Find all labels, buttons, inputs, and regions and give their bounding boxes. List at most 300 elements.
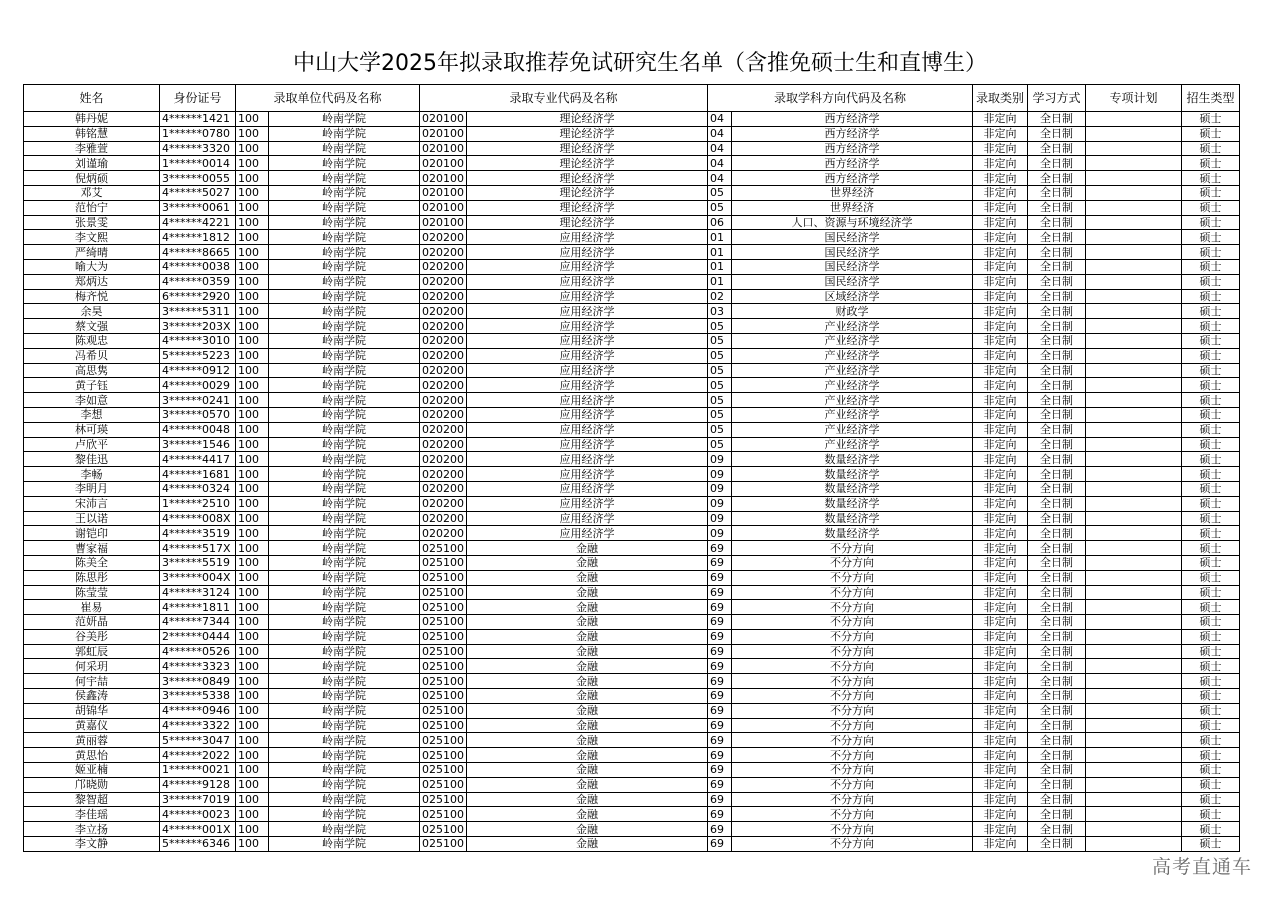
direction-name-cell: 数量经济学 (732, 496, 973, 511)
category-cell: 非定向 (973, 822, 1028, 837)
major-code-cell: 025100 (420, 674, 467, 689)
major-code-cell: 020200 (420, 274, 467, 289)
name-cell: 姬亚楠 (24, 763, 160, 778)
name-cell: 黄思怡 (24, 748, 160, 763)
unit-code-cell: 100 (236, 674, 269, 689)
table-row (24, 393, 1240, 408)
direction-code-cell: 69 (708, 555, 732, 570)
major-code-cell: 020200 (420, 304, 467, 319)
enrollment-type-cell: 硕士 (1182, 112, 1240, 127)
major-code-cell: 020200 (420, 511, 467, 526)
table-row (24, 511, 1240, 526)
id-number-cell: 1******2510 (160, 496, 236, 511)
name-cell: 陈美全 (24, 555, 160, 570)
major-code-cell: 025100 (420, 585, 467, 600)
special-plan-cell (1086, 319, 1182, 334)
direction-name-cell: 产业经济学 (732, 378, 973, 393)
direction-name-cell: 产业经济学 (732, 363, 973, 378)
study-mode-cell: 全日制 (1028, 807, 1086, 822)
unit-name-cell: 岭南学院 (269, 393, 420, 408)
direction-code-cell: 04 (708, 126, 732, 141)
study-mode-cell: 全日制 (1028, 171, 1086, 186)
major-name-cell: 应用经济学 (467, 407, 708, 422)
direction-name-cell: 数量经济学 (732, 467, 973, 482)
direction-code-cell: 05 (708, 422, 732, 437)
name-cell: 黄丽蓉 (24, 733, 160, 748)
enrollment-type-cell: 硕士 (1182, 555, 1240, 570)
major-code-cell: 020200 (420, 452, 467, 467)
direction-name-cell: 不分方向 (732, 807, 973, 822)
major-name-cell: 应用经济学 (467, 348, 708, 363)
header-study-mode: 学习方式 (1028, 85, 1086, 112)
major-name-cell: 金融 (467, 674, 708, 689)
study-mode-cell: 全日制 (1028, 304, 1086, 319)
major-code-cell: 020200 (420, 422, 467, 437)
name-cell: 谢铠印 (24, 526, 160, 541)
table-row (24, 230, 1240, 245)
table-row (24, 467, 1240, 482)
table-row (24, 422, 1240, 437)
name-cell: 侯鑫涛 (24, 689, 160, 704)
direction-name-cell: 西方经济学 (732, 112, 973, 127)
name-cell: 范妍晶 (24, 615, 160, 630)
major-code-cell: 020200 (420, 363, 467, 378)
major-name-cell: 金融 (467, 570, 708, 585)
id-number-cell: 4******517X (160, 541, 236, 556)
direction-name-cell: 西方经济学 (732, 126, 973, 141)
unit-name-cell: 岭南学院 (269, 215, 420, 230)
unit-name-cell: 岭南学院 (269, 807, 420, 822)
major-code-cell: 020100 (420, 171, 467, 186)
name-cell: 陈莹莹 (24, 585, 160, 600)
id-number-cell: 3******5311 (160, 304, 236, 319)
direction-name-cell: 世界经济 (732, 185, 973, 200)
direction-code-cell: 05 (708, 407, 732, 422)
major-code-cell: 025100 (420, 555, 467, 570)
unit-name-cell: 岭南学院 (269, 289, 420, 304)
special-plan-cell (1086, 615, 1182, 630)
direction-name-cell: 不分方向 (732, 600, 973, 615)
major-code-cell: 025100 (420, 629, 467, 644)
header-enrollment-type: 招生类型 (1182, 85, 1240, 112)
direction-code-cell: 05 (708, 185, 732, 200)
study-mode-cell: 全日制 (1028, 555, 1086, 570)
special-plan-cell (1086, 112, 1182, 127)
enrollment-type-cell: 硕士 (1182, 600, 1240, 615)
major-code-cell: 020200 (420, 348, 467, 363)
study-mode-cell: 全日制 (1028, 348, 1086, 363)
name-cell: 高思隽 (24, 363, 160, 378)
major-code-cell: 020200 (420, 378, 467, 393)
table-row (24, 689, 1240, 704)
study-mode-cell: 全日制 (1028, 215, 1086, 230)
unit-code-cell: 100 (236, 496, 269, 511)
unit-name-cell: 岭南学院 (269, 126, 420, 141)
study-mode-cell: 全日制 (1028, 703, 1086, 718)
table-row (24, 659, 1240, 674)
table-row (24, 171, 1240, 186)
unit-name-cell: 岭南学院 (269, 141, 420, 156)
direction-name-cell: 产业经济学 (732, 407, 973, 422)
major-name-cell: 应用经济学 (467, 393, 708, 408)
name-cell: 李立扬 (24, 822, 160, 837)
unit-name-cell: 岭南学院 (269, 274, 420, 289)
table-row (24, 378, 1240, 393)
category-cell: 非定向 (973, 615, 1028, 630)
unit-name-cell: 岭南学院 (269, 230, 420, 245)
special-plan-cell (1086, 807, 1182, 822)
unit-code-cell: 100 (236, 792, 269, 807)
direction-code-cell: 69 (708, 629, 732, 644)
name-cell: 黄嘉仪 (24, 718, 160, 733)
special-plan-cell (1086, 467, 1182, 482)
major-name-cell: 金融 (467, 644, 708, 659)
major-name-cell: 金融 (467, 600, 708, 615)
special-plan-cell (1086, 171, 1182, 186)
unit-code-cell: 100 (236, 245, 269, 260)
special-plan-cell (1086, 570, 1182, 585)
table-row (24, 748, 1240, 763)
direction-name-cell: 不分方向 (732, 763, 973, 778)
header-major: 录取专业代码及名称 (420, 85, 708, 112)
special-plan-cell (1086, 200, 1182, 215)
direction-name-cell: 不分方向 (732, 585, 973, 600)
enrollment-type-cell: 硕士 (1182, 363, 1240, 378)
major-name-cell: 应用经济学 (467, 333, 708, 348)
id-number-cell: 3******5519 (160, 555, 236, 570)
enrollment-type-cell: 硕士 (1182, 511, 1240, 526)
major-code-cell: 020100 (420, 185, 467, 200)
unit-code-cell: 100 (236, 837, 269, 852)
major-name-cell: 金融 (467, 615, 708, 630)
id-number-cell: 4******3010 (160, 333, 236, 348)
special-plan-cell (1086, 659, 1182, 674)
major-name-cell: 金融 (467, 748, 708, 763)
category-cell: 非定向 (973, 156, 1028, 171)
study-mode-cell: 全日制 (1028, 378, 1086, 393)
id-number-cell: 5******5223 (160, 348, 236, 363)
special-plan-cell (1086, 304, 1182, 319)
special-plan-cell (1086, 333, 1182, 348)
category-cell: 非定向 (973, 807, 1028, 822)
table-row (24, 156, 1240, 171)
unit-code-cell: 100 (236, 422, 269, 437)
major-name-cell: 应用经济学 (467, 289, 708, 304)
study-mode-cell: 全日制 (1028, 481, 1086, 496)
special-plan-cell (1086, 763, 1182, 778)
unit-code-cell: 100 (236, 200, 269, 215)
special-plan-cell (1086, 718, 1182, 733)
name-cell: 邓艾 (24, 185, 160, 200)
study-mode-cell: 全日制 (1028, 126, 1086, 141)
major-code-cell: 025100 (420, 703, 467, 718)
enrollment-type-cell: 硕士 (1182, 422, 1240, 437)
major-name-cell: 金融 (467, 703, 708, 718)
enrollment-type-cell: 硕士 (1182, 215, 1240, 230)
category-cell: 非定向 (973, 259, 1028, 274)
study-mode-cell: 全日制 (1028, 185, 1086, 200)
category-cell: 非定向 (973, 526, 1028, 541)
study-mode-cell: 全日制 (1028, 422, 1086, 437)
id-number-cell: 4******8665 (160, 245, 236, 260)
special-plan-cell (1086, 363, 1182, 378)
enrollment-type-cell: 硕士 (1182, 185, 1240, 200)
direction-code-cell: 09 (708, 496, 732, 511)
unit-code-cell: 100 (236, 526, 269, 541)
major-name-cell: 应用经济学 (467, 452, 708, 467)
enrollment-type-cell: 硕士 (1182, 496, 1240, 511)
direction-code-cell: 09 (708, 481, 732, 496)
direction-name-cell: 不分方向 (732, 570, 973, 585)
name-cell: 李文熙 (24, 230, 160, 245)
table-row (24, 837, 1240, 852)
unit-code-cell: 100 (236, 230, 269, 245)
category-cell: 非定向 (973, 689, 1028, 704)
special-plan-cell (1086, 156, 1182, 171)
study-mode-cell: 全日制 (1028, 141, 1086, 156)
unit-code-cell: 100 (236, 363, 269, 378)
category-cell: 非定向 (973, 541, 1028, 556)
table-row (24, 215, 1240, 230)
major-name-cell: 金融 (467, 822, 708, 837)
id-number-cell: 3******203X (160, 319, 236, 334)
category-cell: 非定向 (973, 837, 1028, 852)
unit-name-cell: 岭南学院 (269, 467, 420, 482)
table-row (24, 289, 1240, 304)
direction-code-cell: 02 (708, 289, 732, 304)
special-plan-cell (1086, 141, 1182, 156)
direction-code-cell: 69 (708, 600, 732, 615)
direction-code-cell: 05 (708, 200, 732, 215)
enrollment-type-cell: 硕士 (1182, 481, 1240, 496)
unit-code-cell: 100 (236, 126, 269, 141)
unit-name-cell: 岭南学院 (269, 200, 420, 215)
unit-code-cell: 100 (236, 452, 269, 467)
enrollment-type-cell: 硕士 (1182, 659, 1240, 674)
enrollment-type-cell: 硕士 (1182, 526, 1240, 541)
direction-name-cell: 西方经济学 (732, 171, 973, 186)
unit-code-cell: 100 (236, 259, 269, 274)
table-row (24, 437, 1240, 452)
table-row (24, 644, 1240, 659)
name-cell: 曹家福 (24, 541, 160, 556)
major-code-cell: 020200 (420, 259, 467, 274)
id-number-cell: 4******3320 (160, 141, 236, 156)
table-row (24, 348, 1240, 363)
unit-code-cell: 100 (236, 585, 269, 600)
category-cell: 非定向 (973, 777, 1028, 792)
category-cell: 非定向 (973, 304, 1028, 319)
direction-code-cell: 01 (708, 274, 732, 289)
major-code-cell: 025100 (420, 718, 467, 733)
direction-name-cell: 不分方向 (732, 674, 973, 689)
name-cell: 张景雯 (24, 215, 160, 230)
direction-code-cell: 03 (708, 304, 732, 319)
id-number-cell: 4******5027 (160, 185, 236, 200)
direction-name-cell: 数量经济学 (732, 511, 973, 526)
unit-code-cell: 100 (236, 555, 269, 570)
direction-name-cell: 不分方向 (732, 777, 973, 792)
direction-name-cell: 不分方向 (732, 629, 973, 644)
major-code-cell: 020100 (420, 200, 467, 215)
name-cell: 倪炳硕 (24, 171, 160, 186)
unit-code-cell: 100 (236, 541, 269, 556)
enrollment-type-cell: 硕士 (1182, 733, 1240, 748)
major-name-cell: 理论经济学 (467, 215, 708, 230)
major-code-cell: 020200 (420, 496, 467, 511)
direction-code-cell: 06 (708, 215, 732, 230)
table-row (24, 629, 1240, 644)
table-row (24, 259, 1240, 274)
special-plan-cell (1086, 777, 1182, 792)
name-cell: 韩丹妮 (24, 112, 160, 127)
major-name-cell: 金融 (467, 718, 708, 733)
category-cell: 非定向 (973, 481, 1028, 496)
header-admission-category: 录取类别 (973, 85, 1028, 112)
page-title: 中山大学2025年拟录取推荐免试研究生名单（含推免硕士生和直博生） (293, 51, 987, 76)
category-cell: 非定向 (973, 200, 1028, 215)
major-code-cell: 020200 (420, 526, 467, 541)
table-row (24, 600, 1240, 615)
enrollment-type-cell: 硕士 (1182, 289, 1240, 304)
table-row (24, 333, 1240, 348)
unit-name-cell: 岭南学院 (269, 304, 420, 319)
unit-name-cell: 岭南学院 (269, 496, 420, 511)
enrollment-type-cell: 硕士 (1182, 689, 1240, 704)
name-cell: 余昊 (24, 304, 160, 319)
major-name-cell: 理论经济学 (467, 141, 708, 156)
unit-name-cell: 岭南学院 (269, 333, 420, 348)
header-id-number: 身份证号 (160, 85, 236, 112)
unit-name-cell: 岭南学院 (269, 437, 420, 452)
study-mode-cell: 全日制 (1028, 289, 1086, 304)
unit-name-cell: 岭南学院 (269, 644, 420, 659)
watermark: 高考直通车 (1151, 856, 1252, 878)
name-cell: 林可瑛 (24, 422, 160, 437)
name-cell: 邝晓勋 (24, 777, 160, 792)
direction-name-cell: 西方经济学 (732, 156, 973, 171)
id-number-cell: 4******0023 (160, 807, 236, 822)
unit-code-cell: 100 (236, 481, 269, 496)
study-mode-cell: 全日制 (1028, 511, 1086, 526)
id-number-cell: 4******0029 (160, 378, 236, 393)
name-cell: 胡锦华 (24, 703, 160, 718)
name-cell: 蔡文强 (24, 319, 160, 334)
direction-code-cell: 05 (708, 363, 732, 378)
id-number-cell: 3******0849 (160, 674, 236, 689)
study-mode-cell: 全日制 (1028, 112, 1086, 127)
major-name-cell: 应用经济学 (467, 319, 708, 334)
major-code-cell: 020100 (420, 156, 467, 171)
category-cell: 非定向 (973, 585, 1028, 600)
direction-name-cell: 不分方向 (732, 748, 973, 763)
enrollment-type-cell: 硕士 (1182, 319, 1240, 334)
major-name-cell: 金融 (467, 792, 708, 807)
study-mode-cell: 全日制 (1028, 526, 1086, 541)
unit-code-cell: 100 (236, 215, 269, 230)
table-row (24, 792, 1240, 807)
direction-name-cell: 产业经济学 (732, 319, 973, 334)
study-mode-cell: 全日制 (1028, 363, 1086, 378)
enrollment-type-cell: 硕士 (1182, 585, 1240, 600)
name-cell: 李如意 (24, 393, 160, 408)
table-row (24, 141, 1240, 156)
id-number-cell: 4******3323 (160, 659, 236, 674)
direction-name-cell: 不分方向 (732, 792, 973, 807)
unit-code-cell: 100 (236, 289, 269, 304)
category-cell: 非定向 (973, 215, 1028, 230)
table-row (24, 126, 1240, 141)
table-row (24, 570, 1240, 585)
direction-name-cell: 数量经济学 (732, 481, 973, 496)
major-name-cell: 金融 (467, 629, 708, 644)
direction-code-cell: 01 (708, 245, 732, 260)
direction-code-cell: 09 (708, 452, 732, 467)
special-plan-cell (1086, 289, 1182, 304)
direction-code-cell: 04 (708, 141, 732, 156)
category-cell: 非定向 (973, 659, 1028, 674)
special-plan-cell (1086, 526, 1182, 541)
major-name-cell: 应用经济学 (467, 496, 708, 511)
id-number-cell: 4******4221 (160, 215, 236, 230)
table-row (24, 615, 1240, 630)
header-direction: 录取学科方向代码及名称 (708, 85, 973, 112)
major-code-cell: 025100 (420, 733, 467, 748)
major-name-cell: 应用经济学 (467, 526, 708, 541)
direction-name-cell: 不分方向 (732, 703, 973, 718)
category-cell: 非定向 (973, 274, 1028, 289)
name-cell: 梅齐悦 (24, 289, 160, 304)
study-mode-cell: 全日制 (1028, 319, 1086, 334)
id-number-cell: 4******0038 (160, 259, 236, 274)
major-code-cell: 025100 (420, 763, 467, 778)
special-plan-cell (1086, 259, 1182, 274)
enrollment-type-cell: 硕士 (1182, 615, 1240, 630)
study-mode-cell: 全日制 (1028, 659, 1086, 674)
major-code-cell: 020200 (420, 393, 467, 408)
id-number-cell: 4******1811 (160, 600, 236, 615)
special-plan-cell (1086, 437, 1182, 452)
name-cell: 谷美彤 (24, 629, 160, 644)
category-cell: 非定向 (973, 570, 1028, 585)
direction-code-cell: 69 (708, 837, 732, 852)
name-cell: 李想 (24, 407, 160, 422)
enrollment-type-cell: 硕士 (1182, 333, 1240, 348)
category-cell: 非定向 (973, 289, 1028, 304)
enrollment-type-cell: 硕士 (1182, 822, 1240, 837)
direction-code-cell: 04 (708, 171, 732, 186)
major-name-cell: 应用经济学 (467, 230, 708, 245)
table-header-row (24, 85, 1240, 112)
direction-name-cell: 产业经济学 (732, 333, 973, 348)
category-cell: 非定向 (973, 763, 1028, 778)
unit-name-cell: 岭南学院 (269, 600, 420, 615)
major-code-cell: 025100 (420, 777, 467, 792)
unit-code-cell: 100 (236, 185, 269, 200)
major-name-cell: 应用经济学 (467, 274, 708, 289)
major-name-cell: 应用经济学 (467, 304, 708, 319)
header-special-plan: 专项计划 (1086, 85, 1182, 112)
table-row (24, 733, 1240, 748)
unit-code-cell: 100 (236, 437, 269, 452)
study-mode-cell: 全日制 (1028, 763, 1086, 778)
major-code-cell: 025100 (420, 570, 467, 585)
special-plan-cell (1086, 230, 1182, 245)
id-number-cell: 4******7344 (160, 615, 236, 630)
major-name-cell: 金融 (467, 659, 708, 674)
special-plan-cell (1086, 837, 1182, 852)
category-cell: 非定向 (973, 792, 1028, 807)
